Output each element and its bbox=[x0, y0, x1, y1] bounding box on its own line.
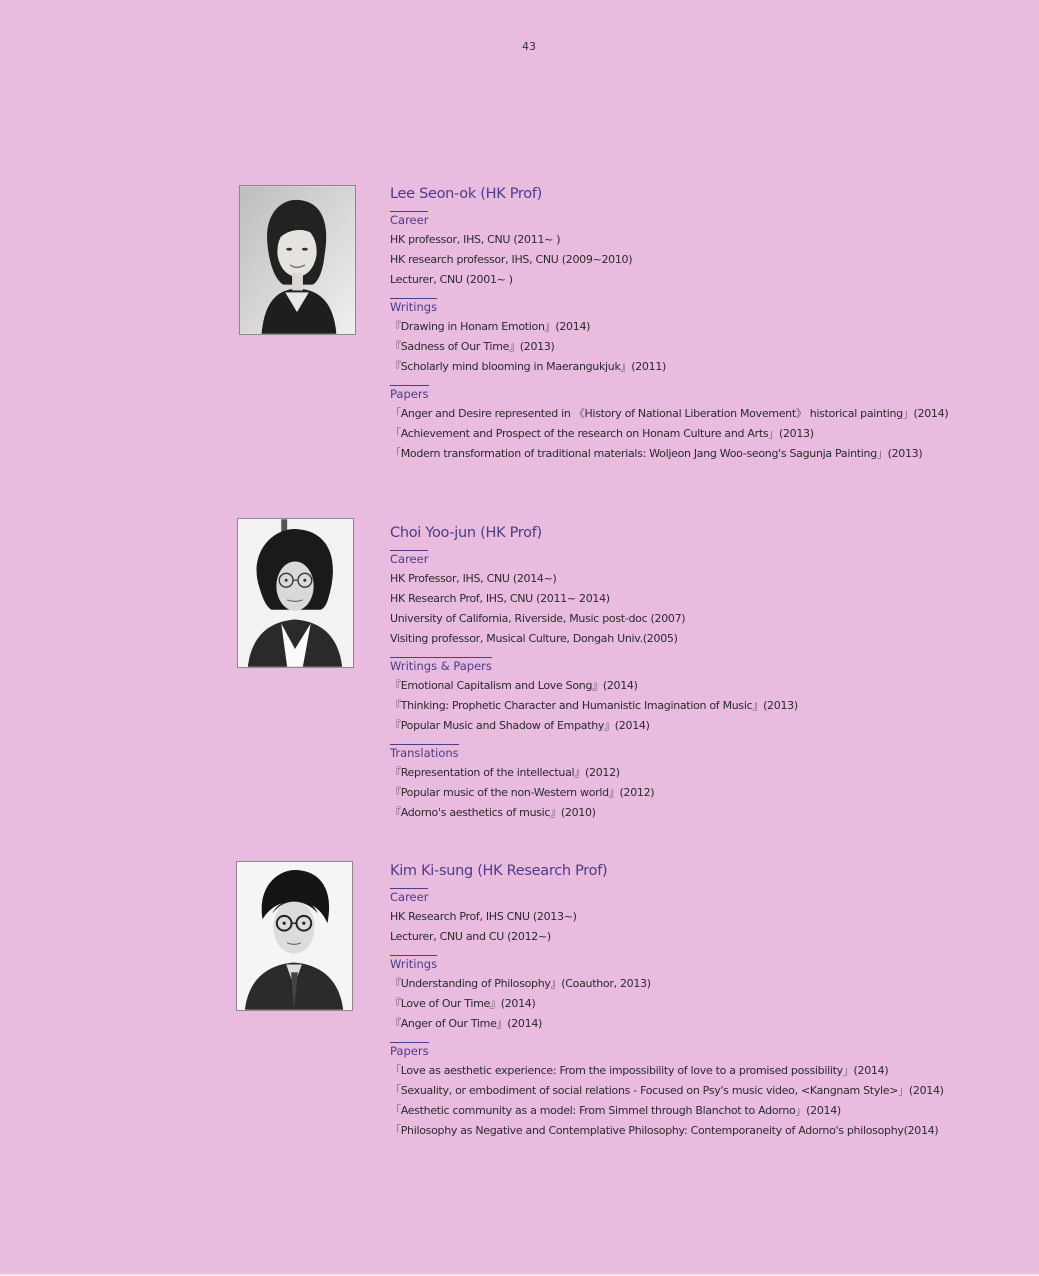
list-item: 「Sexuality, or embodiment of social relations - Focused on Psy's music video, <Kangnam Style>」(2014) bbox=[390, 1084, 944, 1097]
portrait-photo bbox=[236, 861, 353, 1011]
profile-info bbox=[390, 524, 950, 829]
list-item: 『Representation of the intellectual』(2012) bbox=[390, 766, 620, 779]
section-papers bbox=[390, 383, 950, 464]
list-item: 『Love of Our Time』(2014) bbox=[390, 997, 536, 1010]
section-title: Writings bbox=[390, 957, 438, 971]
section-title: Papers bbox=[390, 1044, 429, 1058]
list-item: 『Understanding of Philosophy』(Coauthor, 2013) bbox=[390, 977, 651, 990]
list-item: HK Professor, IHS, CNU (2014~) bbox=[390, 572, 557, 585]
list-item: 「Anger and Desire represented in 《History of National Liberation Movement》 historical painting」(2014) bbox=[390, 407, 949, 420]
section-writings bbox=[390, 296, 950, 377]
section-title: Career bbox=[390, 890, 429, 904]
portrait-photo-image bbox=[237, 862, 352, 1010]
list-item: 『Drawing in Honam Emotion』(2014) bbox=[390, 320, 591, 333]
profile-name: Kim Ki-sung (HK Research Prof) bbox=[390, 863, 608, 879]
profile-info bbox=[390, 185, 950, 470]
list-item: 『Anger of Our Time』(2014) bbox=[390, 1017, 543, 1030]
section-translations bbox=[390, 742, 950, 823]
profile-info bbox=[390, 862, 950, 1147]
list-item: Lecturer, CNU and CU (2012~) bbox=[390, 930, 551, 943]
profile-name: Choi Yoo-jun (HK Prof) bbox=[390, 525, 542, 541]
list-item: Visiting professor, Musical Culture, Dongah Univ.(2005) bbox=[390, 632, 678, 645]
portrait-photo bbox=[239, 185, 356, 335]
page-number: 43 bbox=[522, 40, 536, 53]
list-item: HK Research Prof, IHS, CNU (2011~ 2014) bbox=[390, 592, 610, 605]
section-title: Writings bbox=[390, 300, 438, 314]
list-item: HK Research Prof, IHS CNU (2013~) bbox=[390, 910, 577, 923]
list-item: 『Popular music of the non-Western world』(2012) bbox=[390, 786, 655, 799]
list-item: 「Modern transformation of traditional materials: Woljeon Jang Woo-seong's Sagunja Painting」(2013) bbox=[390, 447, 923, 460]
section-title: Writings & Papers bbox=[390, 659, 492, 673]
list-item: 「Love as aesthetic experience: From the impossibility of love to a promised possibility」(2014) bbox=[390, 1064, 889, 1077]
list-item: 『Adorno's aesthetics of music』(2010) bbox=[390, 806, 596, 819]
list-item: 「Achievement and Prospect of the research on Honam Culture and Arts」(2013) bbox=[390, 427, 814, 440]
portrait-photo-image bbox=[240, 186, 355, 334]
section-title: Papers bbox=[390, 387, 429, 401]
profile-name: Lee Seon-ok (HK Prof) bbox=[390, 186, 542, 202]
list-item: 『Thinking: Prophetic Character and Humanistic Imagination of Music』(2013) bbox=[390, 699, 798, 712]
portrait-photo-image bbox=[238, 519, 353, 667]
section-papers bbox=[390, 1040, 950, 1141]
list-item: 『Scholarly mind blooming in Maerangukjuk』(2011) bbox=[390, 360, 667, 373]
list-item: HK professor, IHS, CNU (2011~ ) bbox=[390, 233, 561, 246]
section-title: Career bbox=[390, 552, 429, 566]
section-career bbox=[390, 886, 950, 947]
list-item: 「Aesthetic community as a model: From Simmel through Blanchot to Adorno」(2014) bbox=[390, 1104, 841, 1117]
list-item: Lecturer, CNU (2001~ ) bbox=[390, 273, 513, 286]
section-career bbox=[390, 209, 950, 290]
section-title: Translations bbox=[390, 746, 459, 760]
section-writings-papers bbox=[390, 655, 950, 736]
list-item: 「Philosophy as Negative and Contemplative Philosophy: Contemporaneity of Adorno's philosophy(2014) bbox=[390, 1124, 939, 1137]
list-item: 『Emotional Capitalism and Love Song』(2014) bbox=[390, 679, 638, 692]
list-item: 『Sadness of Our Time』(2013) bbox=[390, 340, 555, 353]
section-title: Career bbox=[390, 213, 429, 227]
list-item: University of California, Riverside, Music post-doc (2007) bbox=[390, 612, 686, 625]
portrait-photo bbox=[237, 518, 354, 668]
section-writings bbox=[390, 953, 950, 1034]
list-item: HK research professor, IHS, CNU (2009~2010) bbox=[390, 253, 633, 266]
list-item: 『Popular Music and Shadow of Empathy』(2014) bbox=[390, 719, 650, 732]
section-career bbox=[390, 548, 950, 649]
